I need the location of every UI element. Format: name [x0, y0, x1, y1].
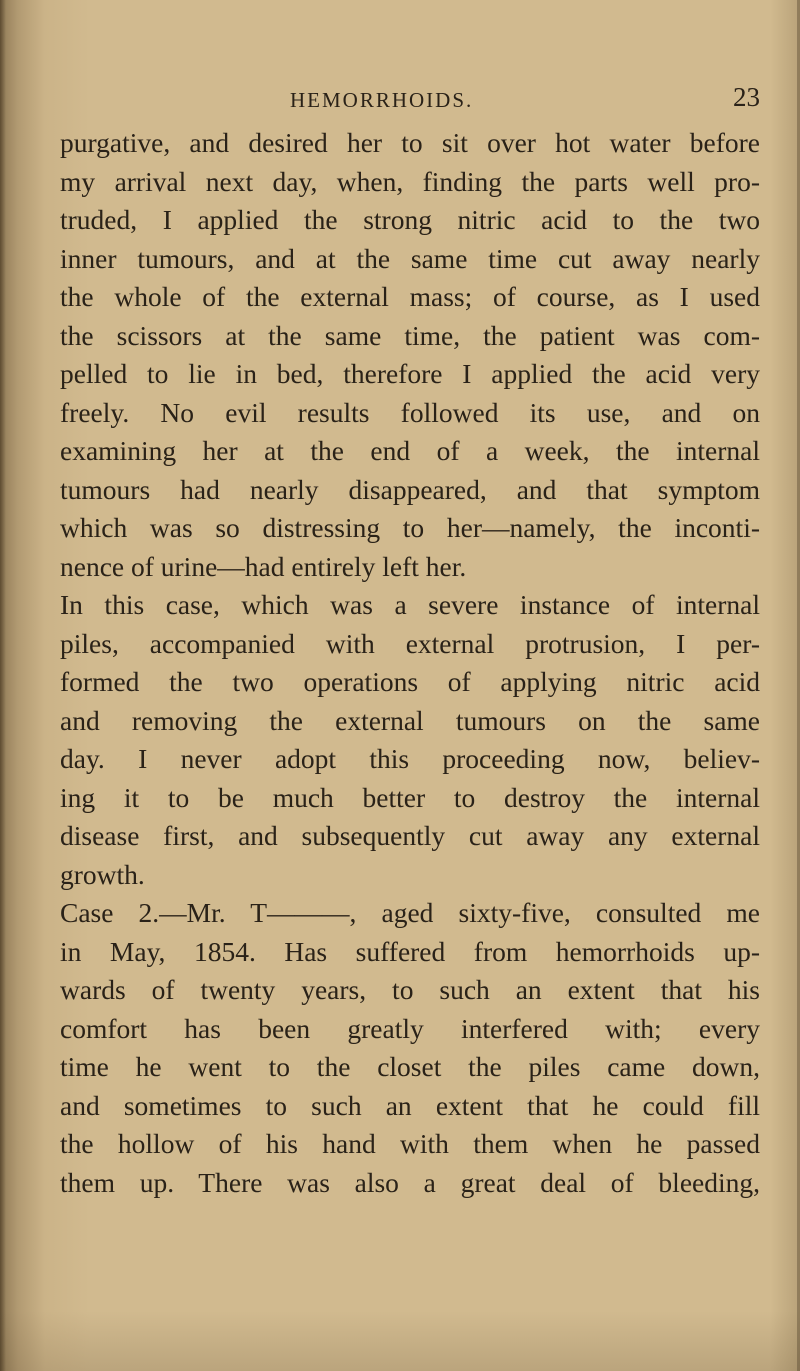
- page-header: [60, 80, 760, 120]
- text-line: and sometimes to such an extent that he could fill: [60, 1089, 760, 1121]
- text-line: growth.: [60, 858, 145, 890]
- text-line: wards of twenty years, to such an extent that his: [60, 974, 760, 1005]
- text-line: freely. No evil results followed its use, and on: [60, 396, 760, 428]
- case-heading-line: Case 2.—Mr. T———, aged sixty-five, consulted me: [60, 897, 760, 928]
- text-line: piles, accompanied with external protrusion, I per-: [60, 627, 760, 659]
- text-line: time he went to the closet the piles came down,: [60, 1051, 760, 1082]
- text-line: truded, I applied the strong nitric acid to the two: [60, 204, 760, 235]
- text-line: examining her at the end of a week, the internal: [60, 435, 760, 466]
- binding-shadow: [0, 0, 6, 1371]
- running-title: HEMORRHOIDS.: [290, 88, 474, 112]
- text-line: them up. There was also a great deal of bleeding,: [60, 1166, 760, 1198]
- text-line: in May, 1854. Has suffered from hemorrhoids up-: [60, 935, 760, 967]
- text-line: purgative, and desired her to sit over hot water before: [60, 127, 760, 158]
- text-line: formed the two operations of applying nitric acid: [60, 666, 760, 697]
- text-line: pelled to lie in bed, therefore I applied the acid very: [60, 358, 760, 389]
- text-line: disease first, and subsequently cut away any external: [60, 820, 760, 851]
- text-line: which was so distressing to her—namely, the inconti-: [60, 512, 760, 543]
- text-line: the scissors at the same time, the patient was com-: [60, 319, 760, 351]
- text-line: my arrival next day, when, finding the parts well pro-: [60, 165, 760, 197]
- paragraph-start-line: In this case, which was a severe instance of internal: [60, 589, 760, 620]
- text-line: day. I never adopt this proceeding now, believ-: [60, 743, 760, 774]
- body-text: [60, 124, 760, 1202]
- text-line: and removing the external tumours on the same: [60, 704, 760, 736]
- text-line: ing it to be much better to destroy the internal: [60, 781, 760, 813]
- text-line: tumours had nearly disappeared, and that symptom: [60, 473, 760, 505]
- text-line: comfort has been greatly interfered with; every: [60, 1012, 760, 1044]
- text-line: nence of urine—had entirely left her.: [60, 550, 467, 582]
- page-number: 23: [733, 82, 760, 112]
- text-line: inner tumours, and at the same time cut away nearly: [60, 242, 760, 274]
- text-line: the hollow of his hand with them when he passed: [60, 1128, 760, 1159]
- text-line: the whole of the external mass; of course, as I used: [60, 281, 760, 312]
